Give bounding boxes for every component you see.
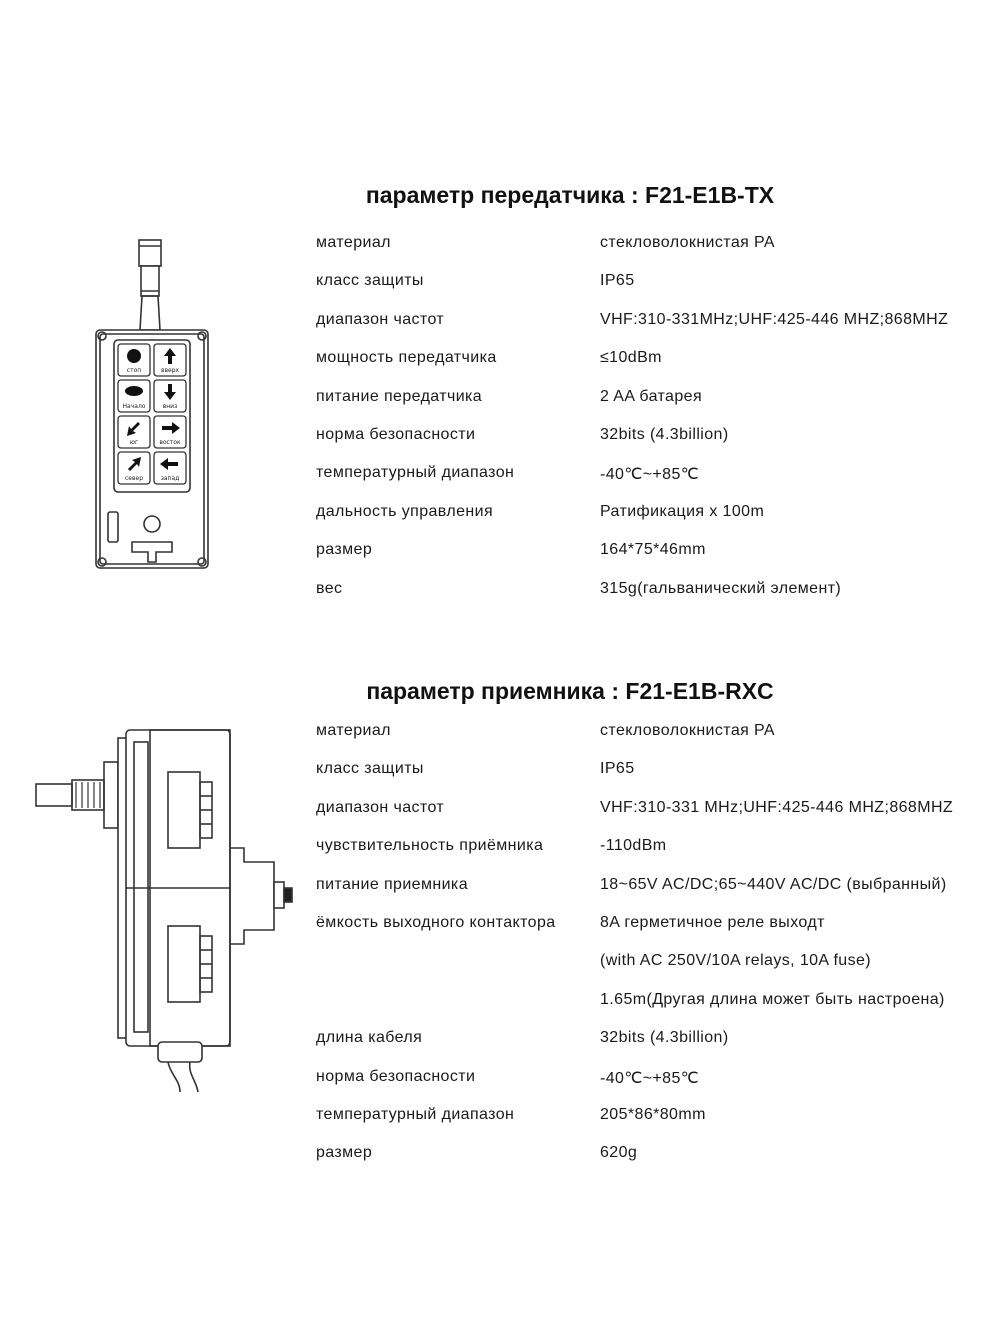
spec-label: класс защиты [316,760,424,778]
spec-value: Ратификация x 100m [600,502,765,520]
table-row [316,837,1000,875]
spec-value: 2 AA батарея [600,387,703,405]
receiver-illustration [30,722,300,1102]
transmitter-illustration [90,236,220,576]
btn-label-up: вверх [160,367,180,374]
table-row [316,234,1000,272]
spec-value: -40℃~+85℃ [600,466,700,484]
spec-value: VHF:310-331 MHz;UHF:425-446 MHZ;868MHZ [600,798,954,816]
btn-label-stop: стоп [126,367,142,374]
spec-value: 8A герметичное реле выходт [600,913,825,931]
table-row [316,503,1000,541]
table-row [316,388,1000,426]
btn-label-north: север [124,475,144,482]
spec-label: питание передатчика [316,387,483,405]
spec-label: ёмкость выходного контактора [316,913,556,931]
spec-value: 620g [600,1144,638,1162]
spec-value: IP65 [600,760,635,778]
spec-value: 32bits (4.3billion) [600,425,729,443]
table-row [316,311,1000,349]
transmitter-spec-table [316,234,1000,618]
spec-label: длина кабеля [316,1029,423,1047]
spec-label: питание приемника [316,875,468,893]
table-row [316,722,1000,760]
table-row [316,349,1000,387]
table-row [316,991,1000,1029]
btn-label-east: восток [159,439,181,446]
spec-value: ≤10dBm [600,349,662,367]
btn-label-south: юг [129,439,139,446]
spec-value: стекловолокнистая PA [600,722,776,739]
table-row [316,580,1000,618]
btn-label-west: запад [160,475,180,482]
spec-value: 315g(гальванический элемент) [600,579,842,597]
table-row [316,876,1000,914]
table-row [316,1144,1000,1182]
btn-label-down: вниз [162,403,178,410]
spec-label: норма безопасности [316,1067,476,1085]
spec-label: материал [316,722,391,739]
table-row [316,464,1000,502]
table-row [316,541,1000,579]
spec-label: размер [316,541,373,559]
table-row [316,914,1000,952]
spec-label: класс защиты [316,272,424,290]
spec-value: -40℃~+85℃ [600,1069,700,1087]
spec-label: дальность управления [316,502,494,520]
table-row [316,426,1000,464]
spec-value: 18~65V AC/DC;65~440V AC/DC (выбранный) [600,875,947,893]
receiver-title: параметр приемника : F21-E1B-RXC [366,678,774,704]
spec-value: 32bits (4.3billion) [600,1029,729,1047]
table-row [316,1029,1000,1067]
spec-label: температурный диапазон [316,464,515,482]
spec-label: норма безопасности [316,425,476,443]
spec-label: размер [316,1144,373,1162]
spec-label: диапазон частот [316,310,445,328]
table-row [316,1068,1000,1106]
spec-value: 1.65m(Другая длина может быть настроена) [600,990,945,1008]
spec-value: VHF:310-331MHz;UHF:425-446 MHZ;868MHZ [600,310,949,328]
spec-label: диапазон частот [316,798,445,816]
spec-value: IP65 [600,272,635,290]
table-row [316,272,1000,310]
table-row [316,952,1000,990]
table-row [316,799,1000,837]
spec-label: чувствительность приёмника [316,837,544,855]
table-row [316,760,1000,798]
spec-value: 205*86*80mm [600,1105,706,1123]
receiver-spec-table [316,722,1000,1183]
spec-label: температурный диапазон [316,1105,515,1123]
spec-label: материал [316,234,391,251]
btn-label-start: Начало [122,403,146,410]
spec-label: мощность передатчика [316,349,497,367]
spec-label: вес [316,579,343,597]
spec-value: 164*75*46mm [600,541,706,559]
spec-value: -110dBm [600,837,667,855]
table-row [316,1106,1000,1144]
spec-value: (with AC 250V/10A relays, 10A fuse) [600,952,872,970]
spec-value: стекловолокнистая PA [600,234,776,251]
transmitter-title: параметр передатчика : F21-E1B-TX [365,182,775,208]
